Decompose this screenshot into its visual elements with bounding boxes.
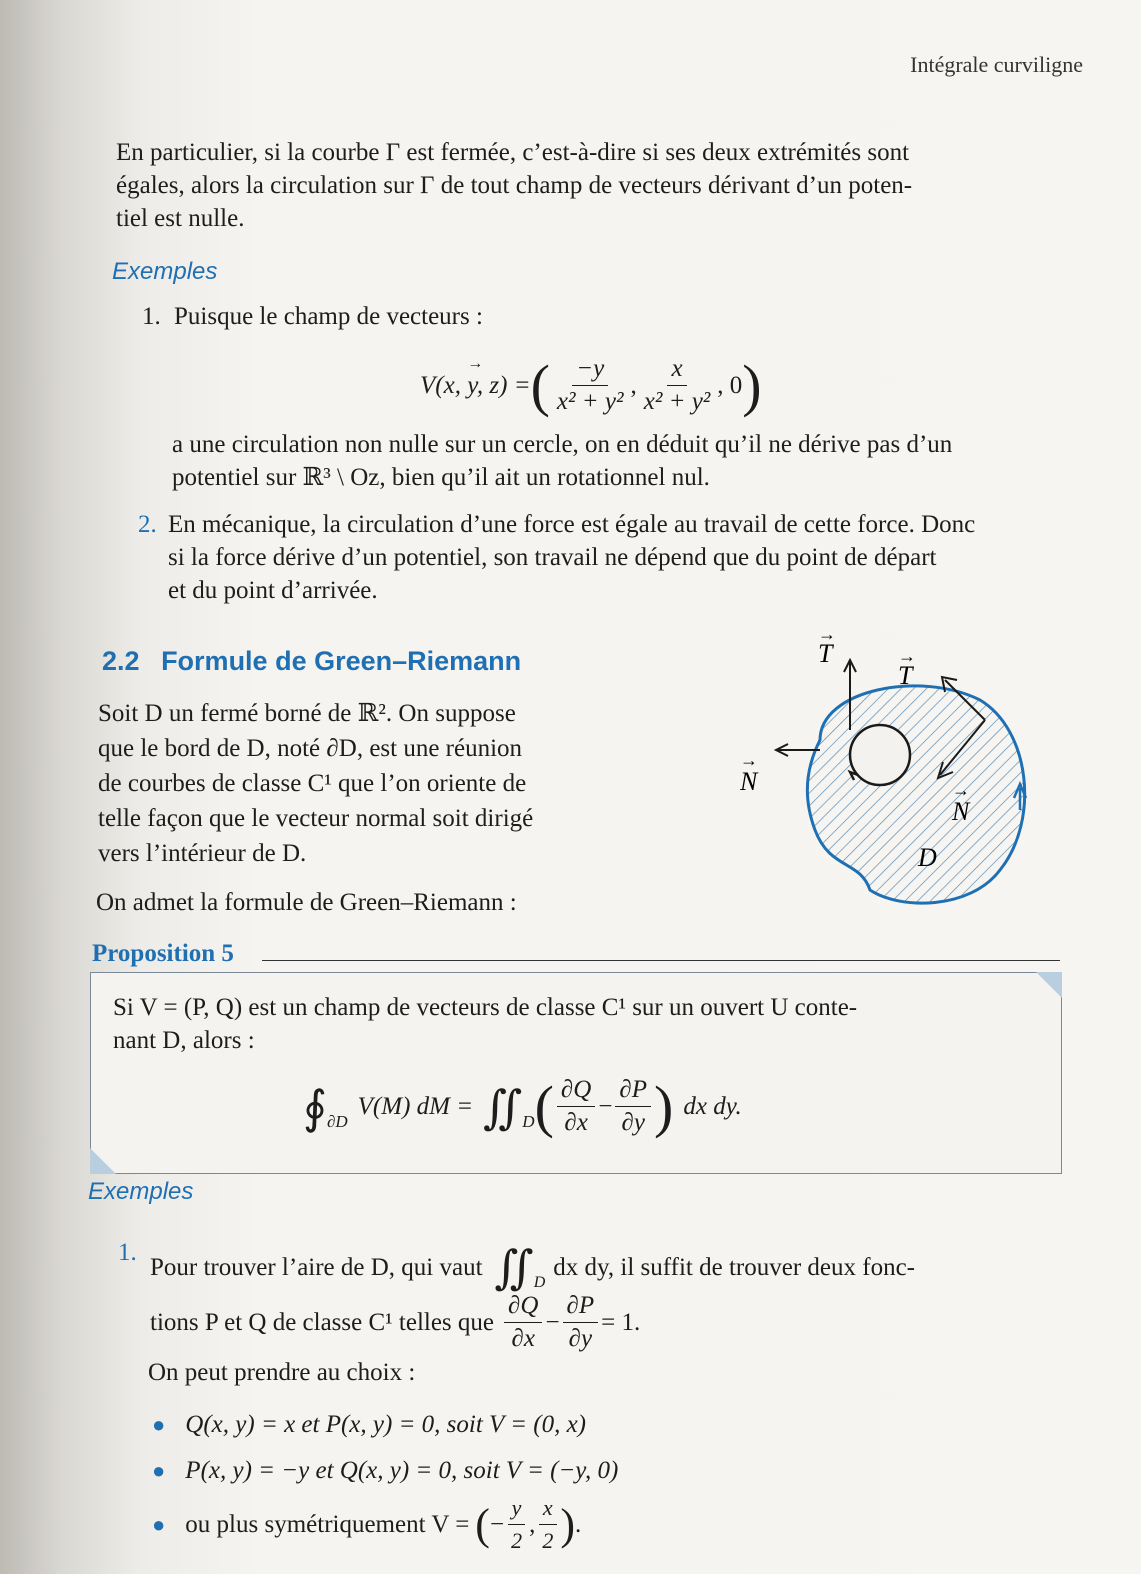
label-T1-arrow: → — [818, 624, 836, 644]
dq-numerator: ∂Q — [504, 1292, 542, 1323]
proposition-box — [90, 972, 1062, 1174]
comma: , — [630, 371, 637, 399]
right-paren: ) — [742, 353, 762, 418]
examples-heading-1: Exemples — [112, 258, 218, 285]
dp-numerator: ∂P — [615, 1076, 651, 1107]
green-riemann-figure — [740, 620, 1060, 920]
label-N2-arrow: → — [952, 780, 970, 800]
contour-integral-sign: ∮ — [303, 1081, 327, 1133]
bullet-item-2 — [152, 1454, 618, 1487]
double-integral-subscript: D — [522, 1111, 535, 1131]
dp-numerator: ∂P — [563, 1292, 599, 1323]
example2-item1-line1 — [150, 1236, 1070, 1299]
x-numerator: x — [539, 1494, 557, 1525]
box-corner-decoration — [90, 1148, 116, 1174]
section-line-5: vers l’intérieur de D. — [98, 840, 307, 867]
dy-denominator: ∂y — [568, 1325, 593, 1352]
intro-line-3: tiel est nulle. — [116, 205, 245, 232]
item2-line1: En mécanique, la circulation d’une force est égale au travail de cette force. Donc — [168, 511, 976, 538]
intro-paragraph — [116, 136, 1096, 235]
label-T2: T — [898, 661, 913, 690]
equals-one: = 1. — [601, 1309, 641, 1336]
right-paren: ) — [654, 1074, 674, 1139]
examples-heading-2: Exemples — [88, 1178, 194, 1205]
proposition-statement — [113, 991, 1043, 1057]
item1-cont-line1: a une circulation non nulle sur un cercle, on en déduit qu’il ne dérive pas d’un — [172, 431, 953, 458]
formula-tail: , 0 — [717, 371, 743, 399]
contour-subscript: ∂D — [326, 1111, 348, 1131]
domain-D-region — [807, 686, 1024, 903]
label-D: D — [918, 843, 937, 872]
two-denominator: 2 — [511, 1528, 523, 1553]
frac2-denominator: x² + y² — [643, 388, 711, 415]
vector-field-formula — [420, 352, 762, 419]
section-heading — [102, 646, 521, 677]
proposition-title: Proposition 5 — [92, 940, 234, 967]
label-N1-arrow: → — [740, 750, 758, 770]
choice-line: On peut prendre au choix : — [148, 1359, 416, 1386]
inner-hole — [850, 725, 910, 785]
left-paren: ( — [530, 353, 550, 418]
example1-item1-text: Puisque le champ de vecteurs : — [174, 303, 483, 330]
frac2-numerator: x — [667, 355, 686, 386]
proposition-line1: Si V = (P, Q) est un champ de vecteurs de classe C¹ sur un ouvert U conte- — [113, 994, 858, 1021]
comma: , — [529, 1511, 536, 1538]
section-paragraph — [98, 696, 638, 871]
left-paren: ( — [534, 1074, 554, 1139]
item1-part-c: tions P et Q de classe C¹ telles que — [150, 1309, 495, 1336]
bullet2-text: P(x, y) = −y et Q(x, y) = 0, soit V = (−y, 0) — [185, 1457, 619, 1484]
item2-line3: et du point d’arrivée. — [168, 577, 378, 604]
label-N2: N — [952, 797, 970, 826]
frac1-denominator: x² + y² — [556, 388, 624, 415]
bullet3-text: ou plus symétriquement V = — [185, 1511, 470, 1538]
section-line-2: que le bord de D, noté ∂D, est une réunion — [98, 735, 523, 762]
bullet1-text: Q(x, y) = x et P(x, y) = 0, soit V = (0, x) — [185, 1411, 586, 1438]
rhs-tail: dx dy. — [683, 1092, 742, 1120]
label-T1: T — [818, 639, 833, 668]
item1-cont-line2: potentiel sur ℝ³ \ Oz, bien qu’il ait un rotationnel nul. — [172, 464, 710, 491]
example2-item1-number: 1. — [118, 1239, 137, 1266]
example1-item1-continuation — [172, 428, 1092, 494]
green-riemann-formula — [303, 1073, 742, 1140]
bullet-icon: ● — [152, 1458, 166, 1483]
area-integral-sign: ∬ — [494, 1242, 534, 1293]
bullet-item-3 — [152, 1494, 581, 1555]
left-paren: ( — [475, 1500, 490, 1549]
example1-item2-number: 2. — [138, 511, 157, 538]
admit-line: On admet la formule de Green–Riemann : — [96, 889, 517, 916]
label-N1: N — [740, 767, 758, 796]
area-integral-subscript: D — [533, 1274, 546, 1291]
minus-sign: − — [489, 1511, 505, 1538]
y-numerator: y — [508, 1494, 526, 1525]
label-T2-arrow: → — [898, 646, 916, 666]
dx-denominator: ∂x — [511, 1325, 535, 1352]
dy-denominator: ∂y — [621, 1109, 645, 1136]
running-head: Intégrale curviligne — [910, 52, 1083, 77]
dx-denominator: ∂x — [564, 1109, 588, 1136]
lhs-integrand: V(M) dM = — [357, 1092, 474, 1120]
proposition-rule — [262, 960, 1060, 961]
frac1-numerator: −y — [572, 355, 608, 386]
example2-item1-line2 — [150, 1292, 640, 1353]
proposition-line2: nant D, alors : — [113, 1027, 255, 1054]
minus-sign: − — [545, 1309, 560, 1336]
example1-item1-number: 1. — [142, 303, 161, 330]
formula-lhs: → V(x, y, z) = — [420, 372, 531, 400]
example1-item2-text — [168, 508, 1088, 607]
item1-part-a: Pour trouver l’aire de D, qui vaut — [150, 1254, 483, 1281]
section-line-3: de courbes de classe C¹ que l’on oriente de — [98, 770, 527, 797]
bullet-icon: ● — [152, 1412, 166, 1437]
item2-line2: si la force dérive d’un potentiel, son travail ne dépend que du point de départ — [168, 544, 937, 571]
intro-line-2: égales, alors la circulation sur Γ de tout champ de vecteurs dérivant d’un poten- — [116, 172, 913, 199]
right-paren: ) — [560, 1500, 575, 1549]
period: . — [574, 1511, 582, 1538]
section-number: 2.2 — [102, 646, 140, 676]
section-title: Formule de Green–Riemann — [161, 646, 522, 676]
item1-part-b: dx dy, il suffit de trouver deux fonc- — [553, 1254, 915, 1281]
double-integral-sign: ∬ — [483, 1081, 523, 1133]
minus-sign: − — [598, 1092, 613, 1120]
two-denominator: 2 — [542, 1528, 554, 1553]
intro-line-1: En particulier, si la courbe Γ est fermée, c’est-à-dire si ses deux extrémités sont — [116, 139, 910, 166]
section-line-4: telle façon que le vecteur normal soit dirigé — [98, 805, 534, 832]
dq-numerator: ∂Q — [557, 1076, 595, 1107]
section-line-1: Soit D un fermé borné de ℝ². On suppose — [98, 700, 516, 727]
bullet-item-1 — [152, 1408, 586, 1441]
bullet-icon: ● — [152, 1512, 166, 1537]
